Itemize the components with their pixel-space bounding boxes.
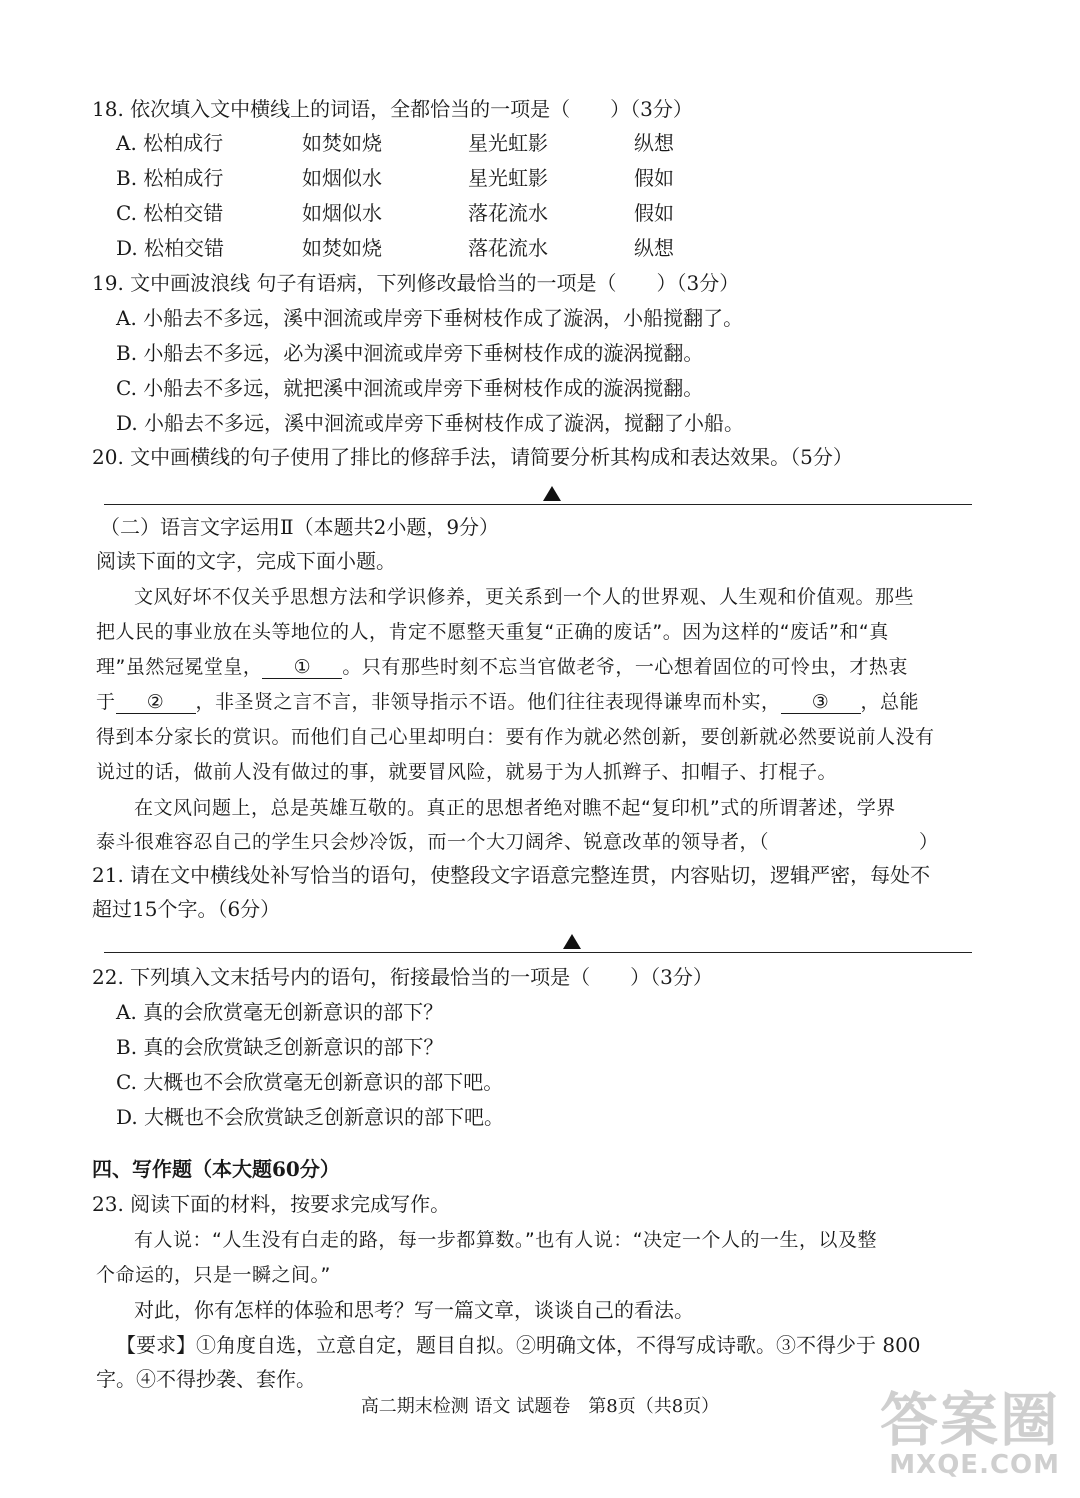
answer-divider-2 <box>104 952 972 953</box>
section-writing-heading: 四、写作题（本大题60分） <box>92 1157 340 1181</box>
section-language-2-instruction: 阅读下面的文字，完成下面小题。 <box>96 549 396 573</box>
q23-requirements-line-2: 字。④不得抄袭、套作。 <box>96 1367 316 1391</box>
q23-prompt: 对此，你有怎样的体验和思考？写一篇文章，谈谈自己的看法。 <box>134 1298 694 1322</box>
q19-option-a: A. 小船去不多远，溪中洄流或岸旁下垂树枝作成了漩涡，小船搅翻了。 <box>116 306 744 330</box>
q22-option-c: C. 大概也不会欣赏毫无创新意识的部下吧。 <box>116 1070 504 1094</box>
triangle-marker-2 <box>563 934 581 949</box>
exam-page: 18. 依次填入文中横线上的词语，全都恰当的一项是（ ）（3分） A. 松柏成行 如焚如烧 星光虹影 纵想 B. 松柏成行 如烟似水 星光虹影 假如 C. 松柏交错 如烟似水 落花流水 假如 D. 松柏交错 如焚如烧 落花流水 纵想 19. 文中画波浪线 句子有语病，下列修改最恰当的一项是（ ）（3分） A. 小船去不多远，溪中洄流或岸旁下垂树枝作成了漩涡，小船搅翻了。 B. 小船去不多远，必为溪中洄流或岸旁下垂树枝作成的漩涡搅翻。 C. 小船去不多远，就把溪中洄流或岸旁下垂树枝作成的漩涡搅翻。 D. 小船去不多远，溪中洄流或岸旁下垂树枝作成了漩涡，搅翻了小船。 20. 文中画横线的句子使用了排比的修辞手法，请简要分析其构成和表达效果。（5分） （二）语言文字运用Ⅱ（本题共2小题，9分） 阅读下面的文字，完成下面小题。 文风好坏不仅关乎思想方法和学识修养，更关系到一个人的世界观、人生观和价值观。那些 把人民的事业放在头等地位的人，肯定不愿整天重复“正确的废话”。因为这样的“废话”和“真 理”虽然冠冕堂皇， ① 。只有那些时刻不忘当官做老爷，一心想着固位的可怜虫，才热衷 于 ② ，非圣贤之言不言，非领导指示不语。他们往往表现得谦卑而朴实， ③ ，总能 得到本分家长的赏识。而他们自己心里却明白：要有作为就必然创新，要创新就必然要说前人没有 说过的话，做前人没有做过的事，就要冒风险，就易于为人抓辫子、扣帽子、打棍子。 在文风问题上，总是英雄互敬的。真正的思想者绝对瞧不起“复印机”式的所谓著述，学界 泰斗很难容忍自己的学生只会炒冷饭，而一个大刀阔斧、锐意改革的领导者，（ ） 21. 请在文中横线处补写恰当的语句，使整段文字语意完整连贯，内容贴切，逻辑严密，每处不 超过15个字。（6分） 22. 下列填入文末括号内的语句，衔接最恰当的一项是（ ）（3分） A. 真的会欣赏毫无创新意识的部下？ B. 真的会欣赏缺乏创新意识的部下？ C. 大概也不会欣赏毫无创新意识的部下吧。 D. 大概也不会欣赏缺乏创新意识的部下吧。 四、写作题（本大题60分） 23. 阅读下面的材料，按要求完成写作。 有人说：“人生没有白走的路，每一步都算数。”也有人说：“决定一个人的一生，以及整 个命运的，只是一瞬之间。” 对此，你有怎样的体验和思考？写一篇文章，谈谈自己的看法。 【要求】①角度自选，立意自定，题目自拟。②明确文体，不得写成诗歌。③不得少于 800 字。④不得抄袭、套作。 高二期末检测 语文 试题卷 第8页（共8页） 答案圈 MXQE.COM <box>0 0 1080 1498</box>
question-20: 20. 文中画横线的句子使用了排比的修辞手法，请简要分析其构成和表达效果。（5分） <box>92 445 853 469</box>
question-21-line-1: 21. 请在文中横线处补写恰当的语句，使整段文字语意完整连贯，内容贴切，逻辑严密，每处不 <box>92 863 931 887</box>
passage-line-3: 理”虽然冠冕堂皇， ① 。只有那些时刻不忘当官做老爷，一心想着固位的可怜虫，才热衷 <box>96 656 908 678</box>
q19-option-d: D. 小船去不多远，溪中洄流或岸旁下垂树枝作成了漩涡，搅翻了小船。 <box>116 411 745 435</box>
q22-option-a: A. 真的会欣赏毫无创新意识的部下？ <box>116 1000 444 1024</box>
q22-option-d: D. 大概也不会欣赏缺乏创新意识的部下吧。 <box>116 1105 505 1129</box>
section-language-2-heading: （二）语言文字运用Ⅱ（本题共2小题，9分） <box>100 515 500 539</box>
q23-material-line-2: 个命运的，只是一瞬之间。” <box>96 1264 331 1286</box>
question-23: 23. 阅读下面的材料，按要求完成写作。 <box>92 1192 451 1216</box>
passage-line-6: 说过的话，做前人没有做过的事，就要冒风险，就易于为人抓辫子、扣帽子、打棍子。 <box>96 761 838 783</box>
passage-line-5: 得到本分家长的赏识。而他们自己心里却明白：要有作为就必然创新，要创新就必然要说前人没有 <box>96 726 935 748</box>
passage-line-7: 在文风问题上，总是英雄互敬的。真正的思想者绝对瞧不起“复印机”式的所谓著述，学界 <box>134 797 896 819</box>
blank-2[interactable]: ② <box>116 691 196 714</box>
question-22: 22. 下列填入文末括号内的语句，衔接最恰当的一项是（ ）（3分） <box>92 965 713 989</box>
question-18: 18. 依次填入文中横线上的词语，全都恰当的一项是（ ）（3分） <box>92 97 693 121</box>
watermark: 答案圈 MXQE.COM <box>879 1386 1060 1480</box>
q23-requirements-line-1: 【要求】①角度自选，立意自定，题目自拟。②明确文体，不得写成诗歌。③不得少于 800 <box>116 1333 921 1357</box>
page-footer: 高二期末检测 语文 试题卷 第8页（共8页） <box>360 1396 720 1417</box>
question-21-line-2: 超过15个字。（6分） <box>92 897 281 921</box>
answer-divider-1 <box>104 504 972 505</box>
passage-line-1: 文风好坏不仅关乎思想方法和学识修养，更关系到一个人的世界观、人生观和价值观。那些 <box>134 586 915 608</box>
passage-line-8: 泰斗很难容忍自己的学生只会炒冷饭，而一个大刀阔斧、锐意改革的领导者，（ ） <box>96 831 939 853</box>
q23-material-line-1: 有人说：“人生没有白走的路，每一步都算数。”也有人说：“决定一个人的一生，以及整 <box>134 1229 878 1251</box>
question-19: 19. 文中画波浪线 句子有语病，下列修改最恰当的一项是（ ）（3分） <box>92 271 740 295</box>
blank-1[interactable]: ① <box>262 656 342 679</box>
q22-option-b: B. 真的会欣赏缺乏创新意识的部下？ <box>116 1035 444 1059</box>
q19-option-b: B. 小船去不多远，必为溪中洄流或岸旁下垂树枝作成的漩涡搅翻。 <box>116 341 704 365</box>
q19-option-c: C. 小船去不多远，就把溪中洄流或岸旁下垂树枝作成的漩涡搅翻。 <box>116 376 704 400</box>
passage-line-4: 于 ② ，非圣贤之言不言，非领导指示不语。他们往往表现得谦卑而朴实， ③ ，总能 <box>96 691 920 713</box>
passage-line-2: 把人民的事业放在头等地位的人，肯定不愿整天重复“正确的废话”。因为这样的“废话”和“真 <box>96 621 889 643</box>
blank-3[interactable]: ③ <box>781 691 861 714</box>
triangle-marker-1 <box>543 486 561 501</box>
